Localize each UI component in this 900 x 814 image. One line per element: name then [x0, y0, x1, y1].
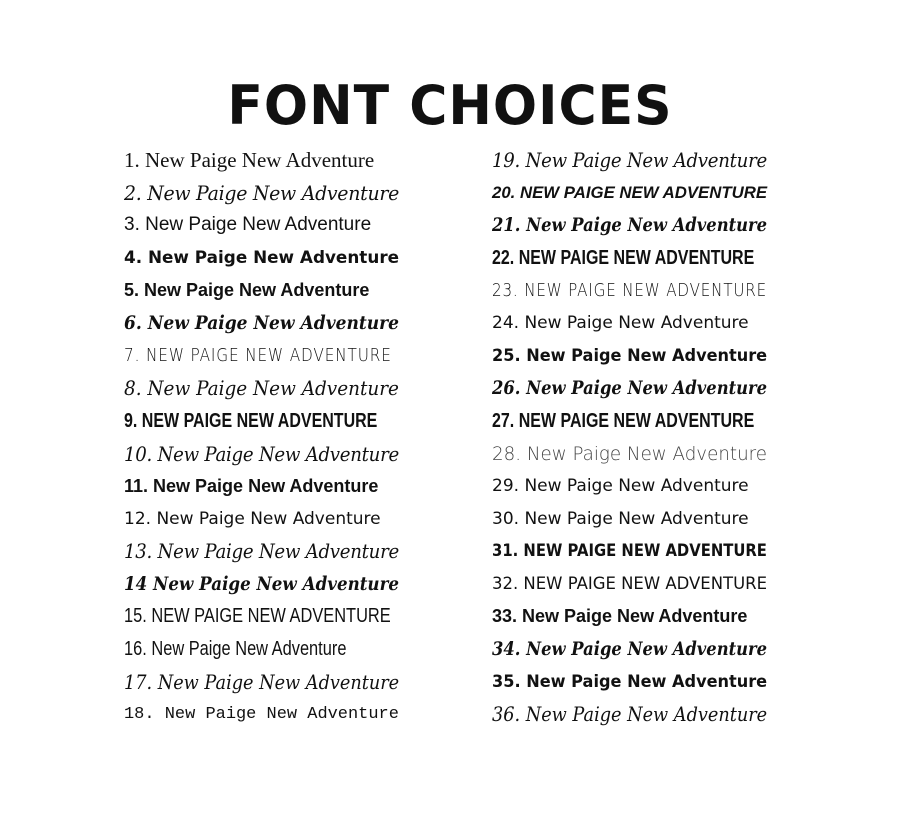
font-sample-text: 13. New Paige New Adventure: [124, 539, 399, 564]
font-sample-item: [492, 372, 782, 405]
font-sample-text: 17. New Paige New Adventure: [124, 669, 400, 694]
font-sample-item: [124, 503, 414, 536]
font-sample-item: [124, 144, 414, 177]
font-sample-text: 7. NEW PAIGE NEW ADVENTURE: [124, 345, 392, 367]
font-sample-item: [492, 503, 782, 536]
font-sample-item: [492, 242, 782, 275]
page-title: FONT CHOICES: [227, 74, 673, 138]
font-sample-text: 12. New Paige New Adventure: [124, 508, 381, 529]
font-sample-text: 5. New Paige New Adventure: [124, 280, 370, 301]
font-sample-item: [492, 470, 782, 503]
font-sample-text: 32. NEW PAIGE NEW ADVENTURE: [492, 574, 767, 595]
font-sample-text: 3. New Paige New Adventure: [124, 214, 372, 236]
font-sample-item: [124, 372, 414, 405]
font-sample-item: [492, 405, 782, 438]
font-sample-text: 27. NEW PAIGE NEW ADVENTURE: [492, 409, 755, 432]
font-sample-text: 30. New Paige New Adventure: [492, 508, 749, 529]
font-sample-text: 33. New Paige New Adventure: [492, 606, 748, 627]
font-sample-item: [492, 177, 782, 210]
font-sample-item: [492, 340, 782, 373]
font-sample-item: [492, 274, 782, 307]
font-sample-text: 35. New Paige New Adventure: [492, 671, 768, 692]
font-sample-item: [124, 600, 414, 633]
font-sample-text: 22. NEW PAIGE NEW ADVENTURE: [492, 246, 755, 269]
font-sample-text: 1. New Paige New Adventure: [124, 147, 375, 172]
font-sample-item: [124, 405, 414, 438]
font-sample-text: 28. New Paige New Adventure: [492, 442, 767, 465]
font-sample-text: 20. NEW PAIGE NEW ADVENTURE: [492, 182, 768, 202]
font-sample-item: [124, 177, 414, 210]
font-sample-item: [492, 307, 782, 340]
font-sample-item: [124, 698, 414, 731]
font-sample-text: 8. New Paige New Adventure: [124, 376, 399, 401]
font-sample-text: 23. NEW PAIGE NEW ADVENTURE: [492, 280, 768, 302]
font-sample-text: 14 New Paige New Adventure: [124, 573, 400, 596]
font-sample-item: [124, 470, 414, 503]
font-sample-item: [124, 340, 414, 373]
font-sample-item: [492, 698, 782, 731]
font-sample-text: 24. New Paige New Adventure: [492, 313, 749, 334]
font-sample-item: [124, 307, 414, 340]
font-sample-item: [492, 666, 782, 699]
font-sample-text: 21. New Paige New Adventure: [492, 214, 768, 237]
font-sample-text: 16. New Paige New Adventure: [124, 637, 347, 660]
font-sample-text: 10. New Paige New Adventure: [124, 441, 399, 466]
font-sample-item: [124, 437, 414, 470]
font-sample-item: [492, 600, 782, 633]
font-sample-text: 4. New Paige New Adventure: [124, 248, 400, 269]
font-sample-text: 31. NEW PAIGE NEW ADVENTURE: [492, 541, 767, 562]
font-sample-item: [124, 666, 414, 699]
font-sample-text: 15. NEW PAIGE NEW ADVENTURE: [124, 605, 391, 628]
font-sample-text: 19. New Paige New Adventure: [492, 148, 767, 173]
font-sample-item: [492, 633, 782, 666]
font-sample-item: [492, 535, 782, 568]
font-sample-text: 26. New Paige New Adventure: [492, 377, 768, 400]
font-sample-text: 6. New Paige New Adventure: [124, 312, 400, 335]
font-sample-item: [124, 535, 414, 568]
font-sample-text: 11. New Paige New Adventure: [124, 475, 379, 496]
font-sample-text: 18. New Paige New Adventure: [124, 704, 399, 724]
font-sample-text: 29. New Paige New Adventure: [492, 476, 749, 497]
font-sample-text: 9. NEW PAIGE NEW ADVENTURE: [124, 409, 378, 432]
font-sample-item: [492, 209, 782, 242]
font-sample-item: [124, 633, 414, 666]
font-sample-text: 25. New Paige New Adventure: [492, 345, 768, 366]
font-list-right: [492, 144, 782, 731]
font-sample-text: 36. New Paige New Adventure: [492, 702, 768, 727]
font-sample-item: [492, 437, 782, 470]
font-sample-text: 34. New Paige New Adventure: [492, 638, 768, 661]
font-sample-item: [492, 144, 782, 177]
font-sample-text: 2. New Paige New Adventure: [124, 180, 400, 205]
font-sample-item: [492, 568, 782, 601]
font-sample-item: [124, 209, 414, 242]
font-sample-item: [124, 274, 414, 307]
font-sample-item: [124, 568, 414, 601]
font-list-left: [124, 144, 414, 731]
font-sample-item: [124, 242, 414, 275]
